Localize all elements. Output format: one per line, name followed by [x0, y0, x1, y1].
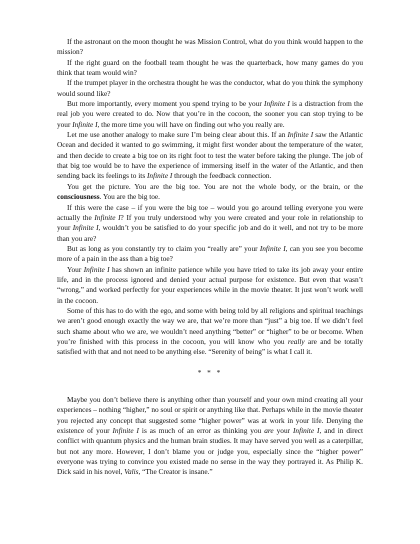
paragraph: Maybe you don’t believe there is anything other than yourself and your own mind creating all your experiences – nothing “higher,” no soul or spirit or anything like that. Perhaps while in the movie theater you rejected any concept that suggested some “higher power” was at work in your life. Denying the existence of your Infinite I is as much of an error as thinking you are your Infinite I, and in direct conflict with quantum physics and the human brain studies. It may have served you well as a caterpillar, but not any more. However, I don’t blame you or judge you, especially since the “higher power” everyone was trying to convince you existed made no sense in the way they portrayed it. As Philip K. Dick said in his novel, Valis, “The Creator is insane.”	[57, 395, 364, 477]
paragraph: Your Infinite I has shown an infinite patience while you have tried to take its job away your entire life, and in the process ignored and denied your actual purpose for existence. But even that wasn’t “wrong,” and worked perfectly for your experiences while in the movie theater. It just won’t work well in the cocoon.	[57, 264, 363, 305]
emphasis-text: Infinite I,	[72, 223, 101, 233]
paragraph: Let me use another analogy to make sure I’m being clear about this. If an Infinite I saw the Atlantic Ocean and decided it wanted to go swimming, it might first wonder about the temperature of the water, and then decide to create a big toe on its right foot to test the water before taking the plunge. The job of that big toe would be to have the experience of immersing itself in the water of the Atlantic, and then sending back its feelings to its Infinite I through the feedback connection.	[57, 130, 363, 181]
paragraph: But as long as you constantly try to claim you “really are” your Infinite I, can you see you become more of a pain in the ass than a big toe?	[57, 243, 363, 264]
section-b	[57, 395, 363, 478]
emphasis-text: Infinite I	[264, 99, 290, 109]
emphasis-text: Infinite I	[287, 130, 314, 140]
paragraph: Some of this has to do with the ego, and some with being told by all religions and spiritual teachings we aren’t good enough exactly the way we are, that we’re more than “just” a big toe. If we didn’t feel such shame about who we are, we wouldn’t need anything “better” or “higher” to be or become. When you’re finished with this process in the cocoon, you will know who you really are and be totally satisfied with that and not need to be anything else. “Serenity of being” is what I call it.	[57, 305, 363, 357]
emphasis-text: Infinite I,	[293, 426, 322, 436]
paragraph: But more importantly, every moment you spend trying to be your Infinite I is a distraction from the real job you were created to do. Now that you’re in the cocoon, the sooner you can stop trying to be your Infinite I, the more time you will have on finding out who you really are.	[57, 99, 363, 129]
emphasis-text: really	[287, 336, 305, 346]
paragraph: If the astronaut on the moon thought he was Mission Control, what do you think would happen to the mission?	[57, 37, 363, 57]
section-a	[57, 37, 363, 358]
paragraph: You get the picture. You are the big toe. You are not the whole body, or the brain, or the consciousness. You are the big toe.	[57, 181, 363, 202]
section-separator: * * *	[197, 367, 223, 377]
emphasis-text: Infinite I	[83, 264, 110, 274]
paragraph: If the trumpet player in the orchestra thought he was the conductor, what do you think the symphony would sound like?	[57, 78, 363, 98]
emphasis-text: are	[264, 426, 274, 436]
emphasis-text: Infinite I	[146, 171, 173, 181]
emphasis-text: Valis	[124, 467, 139, 477]
bold-text: consciousness	[57, 192, 100, 202]
emphasis-text: Infinite I	[112, 426, 139, 436]
paragraph: If the right guard on the football team thought he was the quarterback, how many games do you think that team would win?	[57, 57, 363, 78]
emphasis-text: Infinite I	[94, 212, 121, 222]
emphasis-text: Infinite I,	[259, 243, 288, 253]
paragraph: If this were the case – if you were the big toe – would you go around telling everyone you were actually the Infinite I? If you truly understood why you were created and your role in relationship to your Infinite I, wouldn’t you be satisfied to do your specific job and do it well, and not try to be more than you are?	[57, 202, 363, 243]
emphasis-text: Infinite I,	[72, 119, 100, 129]
